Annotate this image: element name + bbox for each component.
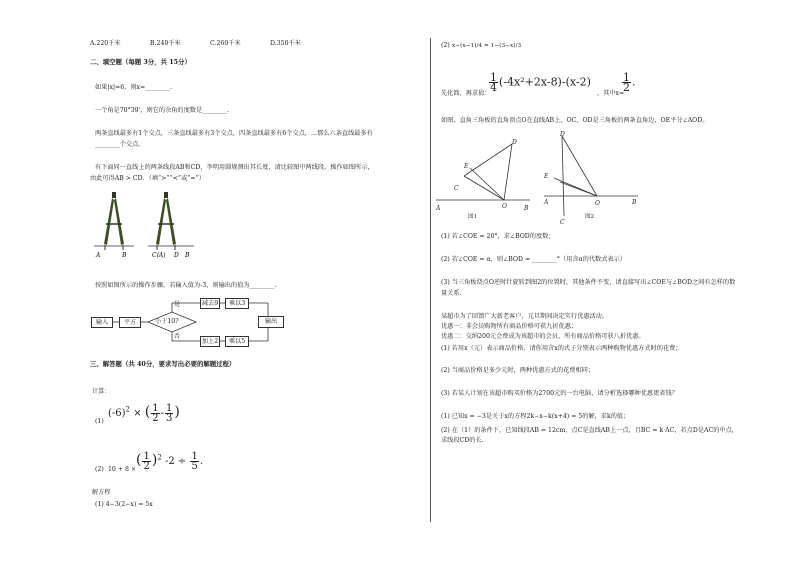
calc-label: 计算： (92, 388, 111, 395)
geo-intro: 如图，直角三角板的直角顶点O在直线AB上，OC，OD是三角板的两条直角边，OE平分∠AOD。 (441, 117, 709, 124)
compass-right-icon (148, 192, 194, 250)
calc2-expression: ( $\frac{1}{2}$ )$^2$ -2 ÷ $\frac{1}{5}$ . (136, 451, 203, 472)
shop-intro: 某超市为了回馈广大新老客户，元旦期间决定实行优惠活动。 (441, 313, 609, 320)
simplify-suffix: ，其中x= (597, 90, 625, 97)
figure1 (436, 144, 530, 200)
calc2-number: (2) (95, 466, 104, 473)
geo-q2: (2) 若∠COE = α，则∠BOD = ________°（用含α的代数式表示） (441, 256, 626, 263)
fig2-label-d: D (560, 131, 565, 138)
fig2-label-e: E (544, 173, 549, 180)
label-a: A (96, 252, 101, 259)
geo-q1: (1) 若∠COE = 20°，求∠BOD的度数； (441, 233, 555, 240)
calc2-prefix: 10 + 8 × (108, 466, 137, 473)
choice-c: C.260千米 (210, 40, 241, 47)
flow-no-label: 否 (174, 333, 181, 340)
fig1-label-a: A (436, 205, 441, 212)
fig2-caption: 图2 (585, 214, 594, 220)
flow-square-box: 平方 (119, 317, 141, 328)
fig1-label-d: D (512, 139, 517, 146)
shop-q1: (1) 若用x（元）表示商品价格，请你用含x的式子分别表示两种购物优惠方式时的花费； (441, 345, 682, 352)
flow-minus9-box: 减去9 (201, 300, 219, 307)
solve-eq1: (1) 4−3(2−x) = 5x (95, 501, 153, 508)
fig1-label-c: C (454, 185, 459, 192)
simplify-expr-text: (-4x²+2x-8)-(x-2) (499, 75, 591, 89)
flow-mul5-box: 乘以5 (225, 336, 249, 347)
label-b2: B (185, 252, 190, 259)
simplify-x-value: $\frac{1}{2}$ . (623, 71, 636, 94)
geometry-figures (432, 130, 642, 225)
shop-q2: (2) 当商品价格是多少元时，两种优惠方式的花费相同； (441, 367, 595, 374)
shop-offer2: 优惠二：交纳200元会费成为该超市的会员，所有商品价格可获八折优惠。 (441, 333, 645, 340)
flow-yes-label: 是 (174, 301, 181, 308)
fig2-label-c: C (560, 219, 565, 225)
geo-q3-line2: 量关系. (441, 290, 462, 297)
fig1-caption: 图1 (468, 214, 477, 220)
flow-decision-label: 小于10? (155, 318, 179, 325)
shop-q3: (3) 若某人计划在该超市购买价格为2700元的一台电脑，请分析选择哪种优惠更省钱？ (441, 390, 678, 397)
q-flow: 按照如图所示的操作步骤，若输入值为-3，则输出的值为________. (95, 282, 277, 289)
figure2 (544, 136, 638, 216)
label-d: D (174, 252, 179, 259)
calc1-expression: $(-6)^2$ × ( $\frac{1}{2}$ - $\frac{1}{3}$ ) (108, 403, 180, 424)
solve-label: 解方程 (92, 489, 111, 496)
shop-offer1: 优惠一：非会员购物所有商品价格可获九折优惠； (441, 323, 578, 330)
q-compass-line2: 由此可得AB > CD．（填“>”“<”或“=”） (90, 175, 205, 182)
choice-d: D.350千米 (270, 40, 301, 47)
label-ca: C(A) (152, 252, 166, 259)
section2-title: 二、填空题（每题 3分，共 15分） (90, 58, 191, 66)
geo-q3-line1: (3) 当三角板绕点O逆时针旋转到图2的位置时，其他条件不变，请直接写出∠COE与∠BOD之间有怎样的数 (441, 279, 736, 286)
fig1-label-o: O (502, 203, 507, 210)
flow-add2-box: 加上2 (201, 338, 219, 345)
eq2-text: x−(x−1)/4 = 1−(3−x)/3 (452, 43, 522, 49)
q-compass-line1: 有下面同一直线上的两条线段AB和CD，李明用圆规测出其长度，请比较图中两线段，操作如图所示， (95, 164, 374, 171)
flow-mul3-box: 乘以3 (225, 298, 249, 309)
rest-q2-line2: 求线段CD的长. (441, 437, 484, 444)
q-lines-line1: 两条直线最多有1个交点，三条直线最多有3个交点，四条直线最多有6个交点，…那么六条直线最多有 (95, 130, 373, 137)
fig1-label-e: E (464, 163, 469, 170)
fig2-label-a: A (544, 199, 549, 206)
column-divider (430, 38, 431, 522)
section3-title: 三、解答题（共 40分，要求写出必要的解题过程） (90, 360, 236, 368)
flow-output-box: 输出 (258, 316, 284, 328)
choice-a: A.220千米 (90, 40, 121, 47)
fig1-label-b: B (524, 205, 529, 212)
choice-b: B.240千米 (150, 40, 181, 47)
fig2-label-o: O (595, 200, 600, 207)
compass-left-icon (94, 192, 134, 250)
calc1-number: (1) (95, 418, 104, 425)
rest-q2-line1: (2) 在（1）的条件下，已知线段AB = 12cm，点C是直线AB上一点，且BC = k·AC，若点D是AC的中点， (441, 427, 738, 434)
eq2-number: (2) (441, 42, 450, 49)
rest-q1: (1) 已知x = −3是关于x的方程2k−x−k(x+4) = 5的解，求k的值； (441, 413, 630, 420)
simplify-prefix: 先化简，再求值： (441, 90, 491, 97)
q-abs: 如果|x|=6，则x=________. (95, 84, 172, 91)
simplify-expression: $\frac{1}{4}$ (-4x²+2x-8)-(x-2) (490, 71, 591, 94)
compass-figure (90, 188, 200, 260)
label-b: B (122, 252, 127, 259)
flow-input-box: 输入 (91, 317, 113, 328)
fig2-label-b: B (632, 199, 637, 206)
q-lines-line2: ________个交点。 (95, 141, 145, 148)
q-angle: 一个角是70°39'，则它的余角的度数是________. (95, 107, 229, 114)
